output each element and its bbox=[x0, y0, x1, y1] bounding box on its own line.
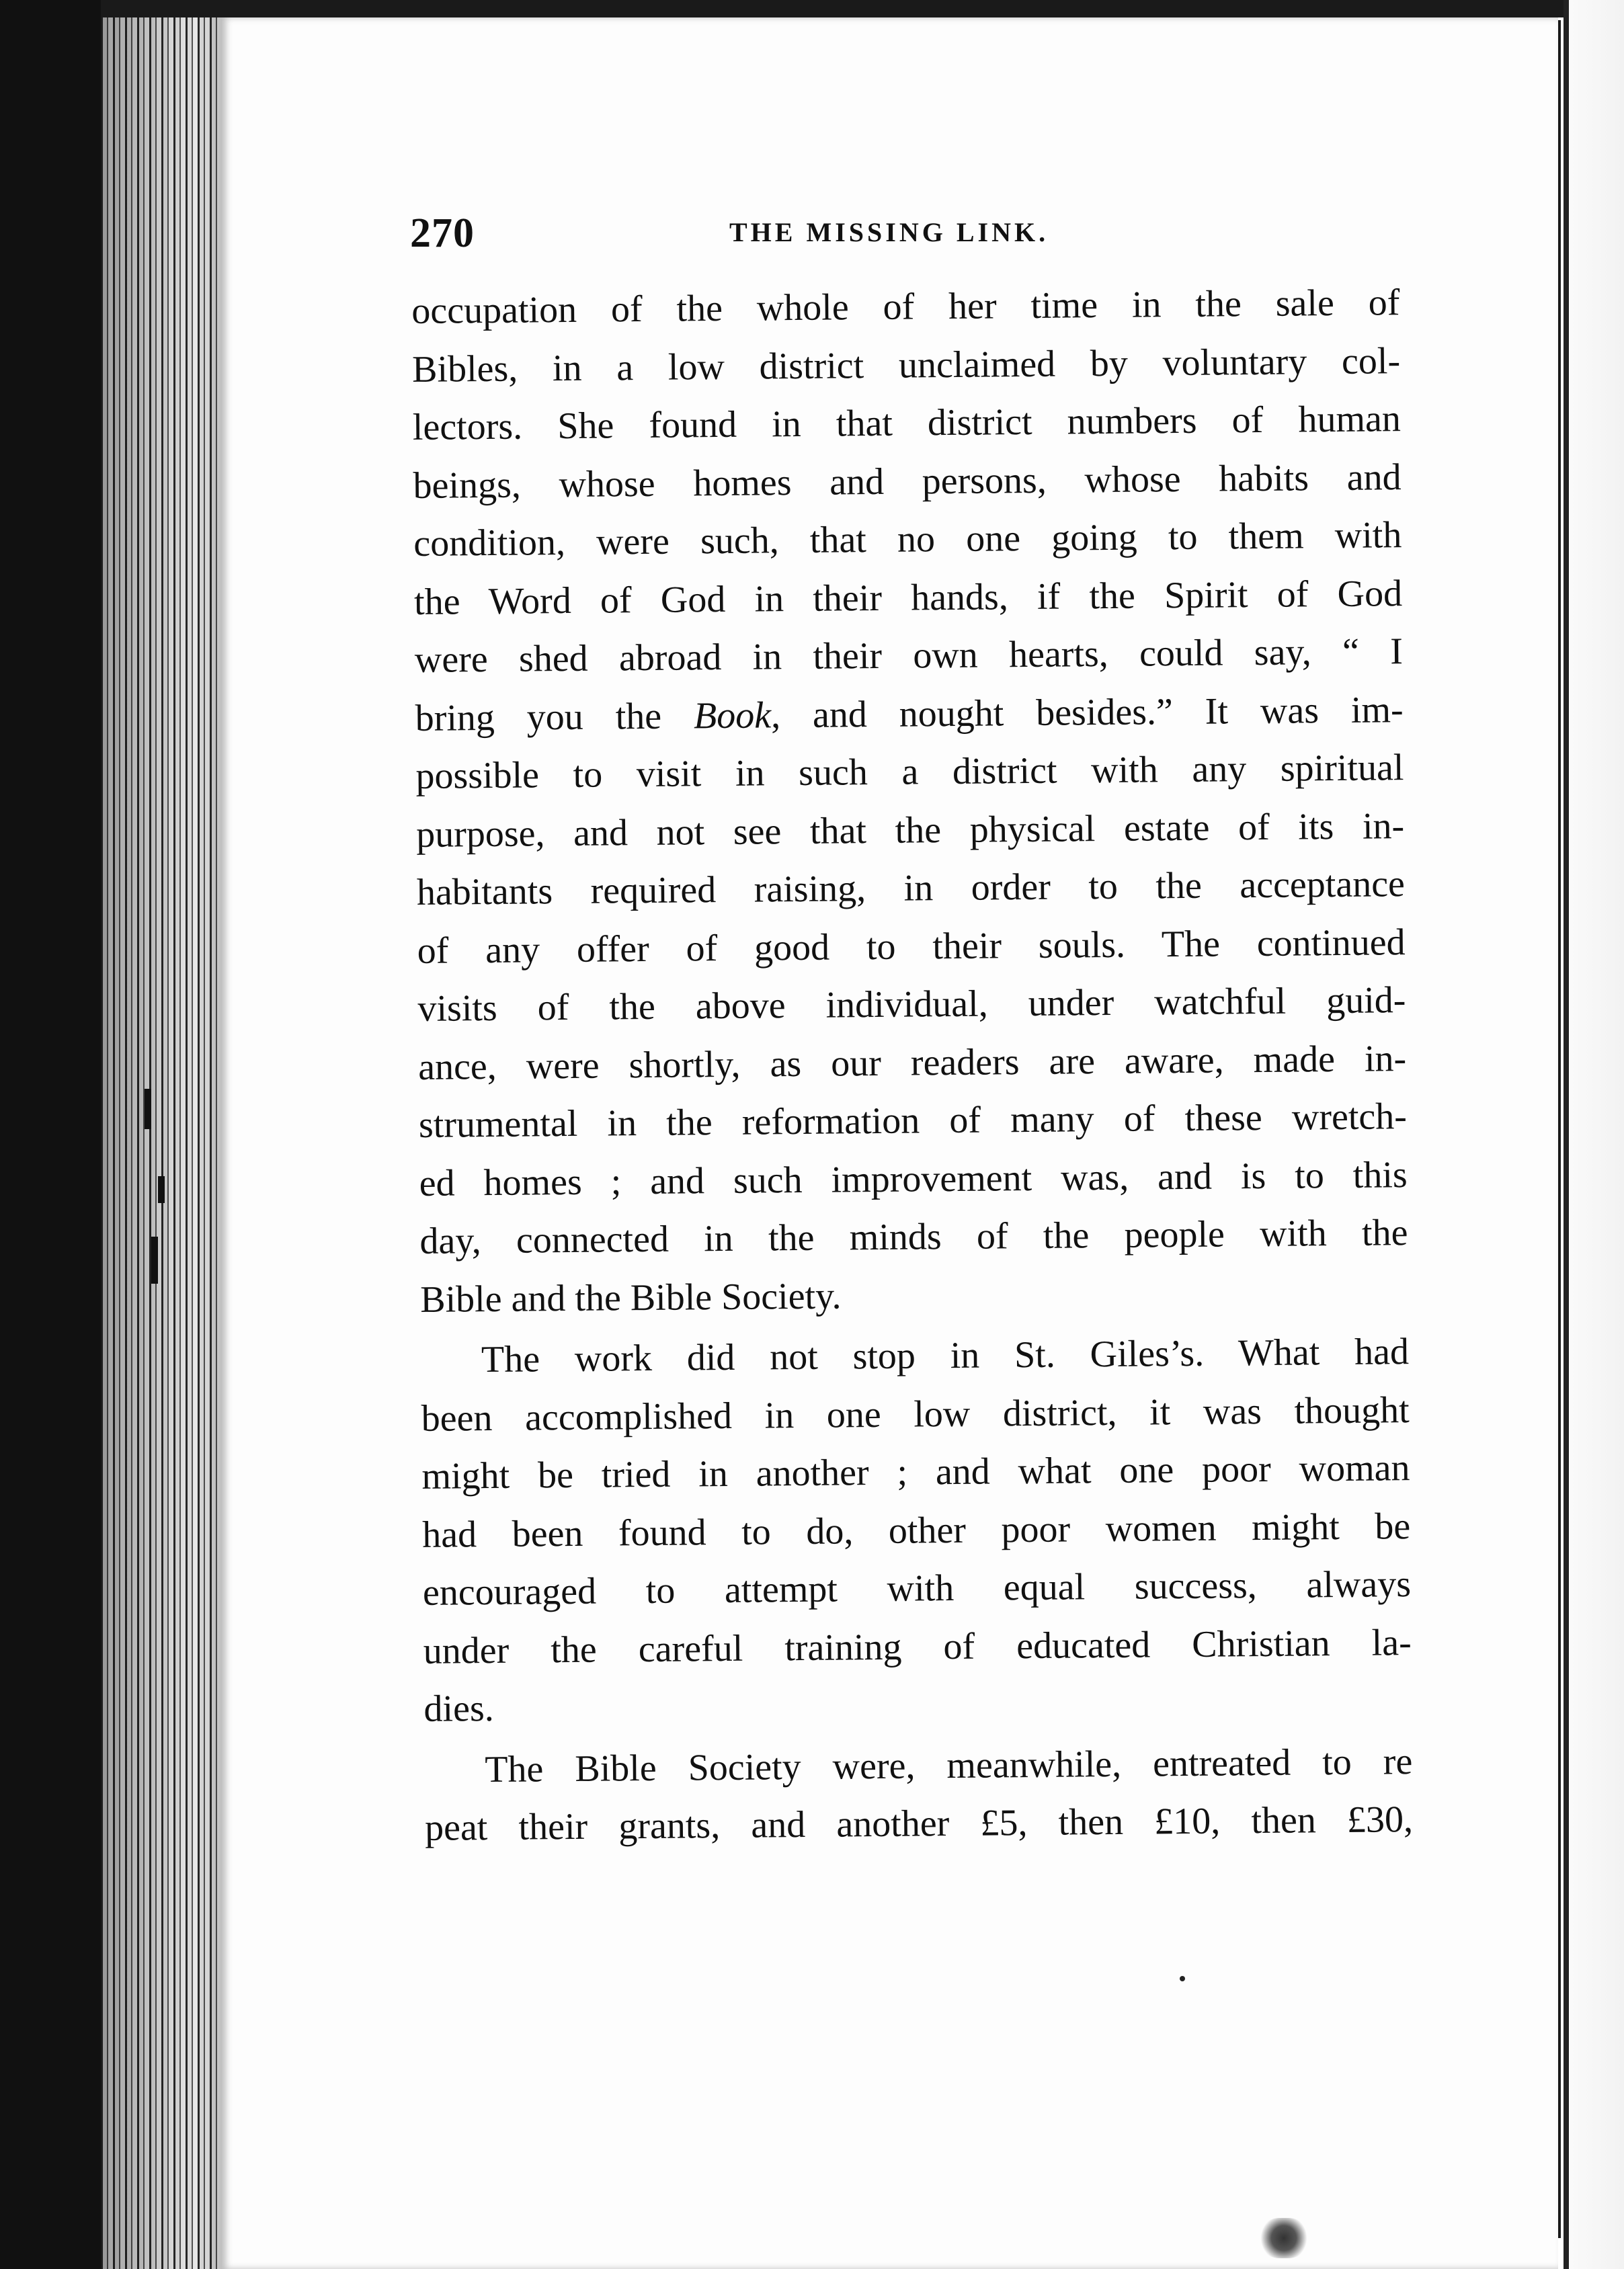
text-line: the Word of God in their hands, if the Spirit of God bbox=[413, 572, 1403, 623]
page-number: 270 bbox=[410, 210, 475, 256]
text-line: might be tried in another ; and what one poor woman bbox=[421, 1447, 1410, 1497]
ink-speck bbox=[1180, 1976, 1185, 1981]
text-line: encouraged to attempt with equal success, always bbox=[422, 1563, 1412, 1614]
text-line: possible to visit in such a district with any spiritual bbox=[415, 747, 1404, 797]
text-line: The Bible Society were, meanwhile, entreated to re bbox=[485, 1740, 1413, 1790]
text-line: of any offer of good to their souls. The continued bbox=[417, 921, 1406, 972]
ink-smudge bbox=[1260, 2218, 1307, 2258]
text-line: under the careful training of educated Christian la- bbox=[423, 1621, 1412, 1672]
text-line: were shed abroad in their own hearts, could say, “ I bbox=[414, 630, 1404, 681]
text-line: beings, whose homes and persons, whose habits and bbox=[413, 456, 1402, 507]
text-fragment: bring you the bbox=[415, 694, 694, 739]
edge-mark bbox=[145, 1089, 151, 1129]
text-line: strumental in the reformation of many of these wretch- bbox=[418, 1096, 1408, 1146]
italic-book: Book bbox=[693, 694, 772, 737]
text-fragment: , and nought besides.” It was im- bbox=[770, 688, 1404, 736]
text-line-with-italic bbox=[415, 681, 1404, 747]
text-line: visits of the above individual, under watchful guid- bbox=[417, 979, 1406, 1030]
text-line: occupation of the whole of her time in the sale of bbox=[411, 282, 1400, 332]
text-line: had been found to do, other poor women might be bbox=[421, 1505, 1411, 1556]
text-line: lectors. She found in that district numbers of human bbox=[412, 398, 1402, 448]
adjacent-page-edge bbox=[1564, 0, 1624, 2269]
text-line: condition, were such, that no one going to them with bbox=[413, 514, 1402, 565]
body-text bbox=[411, 274, 1413, 1857]
edge-mark bbox=[158, 1176, 165, 1203]
top-edge bbox=[101, 0, 1566, 17]
text-line: ed homes ; and such improvement was, and is to this bbox=[419, 1153, 1408, 1204]
text-line: habitants required raising, in order to the acceptance bbox=[416, 863, 1406, 913]
text-line: peat their grants, and another £5, then £10, then £30, bbox=[424, 1799, 1414, 1849]
text-line: Bibles, in a low district unclaimed by voluntary col- bbox=[411, 339, 1401, 390]
running-head: THE MISSING LINK. bbox=[729, 217, 1049, 247]
text-line: day, connected in the minds of the people with the bbox=[419, 1212, 1408, 1262]
text-line: The work did not stop in St. Giles’s. What had bbox=[481, 1331, 1410, 1381]
page-edges-shade bbox=[101, 0, 235, 2269]
text-line: ance, were shortly, as our readers are aware, made in- bbox=[417, 1037, 1407, 1088]
page-header bbox=[410, 210, 1391, 263]
text-line: been accomplished in one low district, it was thought bbox=[421, 1389, 1410, 1440]
text-line: Bible and the Bible Society. bbox=[419, 1274, 842, 1321]
gutter-line bbox=[1558, 20, 1561, 2238]
edge-mark bbox=[151, 1237, 158, 1284]
text-line: purpose, and not see that the physical estate of its in- bbox=[415, 805, 1405, 856]
text-line: dies. bbox=[423, 1688, 495, 1730]
